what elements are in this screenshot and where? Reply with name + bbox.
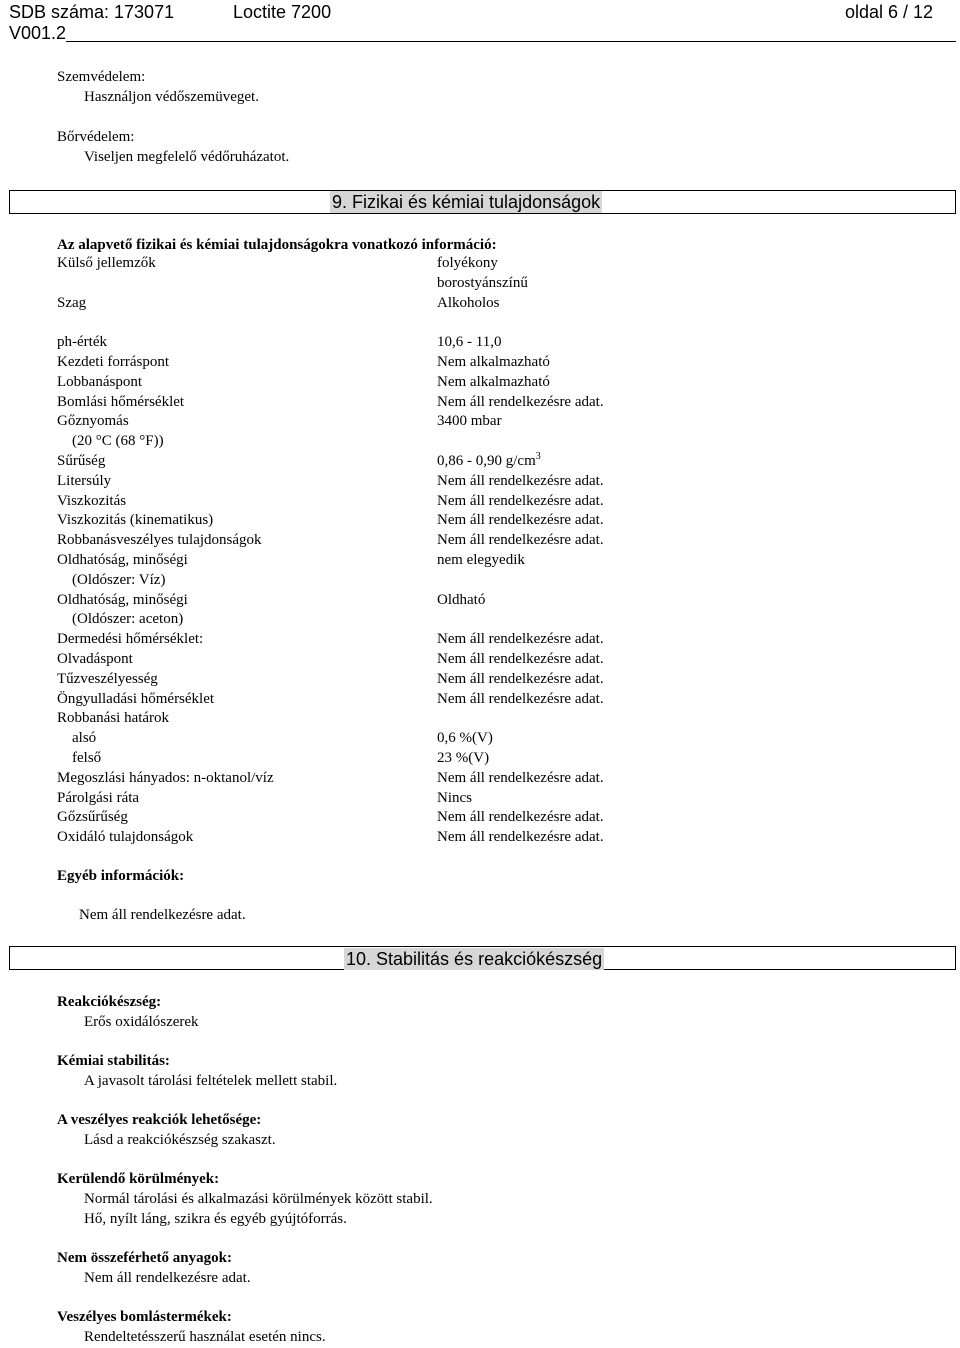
property-label: felső bbox=[57, 750, 102, 766]
property-label: Szag bbox=[57, 294, 87, 311]
property-value bbox=[437, 472, 604, 492]
section-10-label: Reakciókészség: bbox=[57, 994, 162, 1010]
property-value bbox=[437, 373, 550, 393]
property-value-text: Nem alkalmazható bbox=[437, 373, 550, 390]
property-value bbox=[437, 670, 604, 690]
page-number: oldal 6 / 12 bbox=[845, 2, 934, 22]
section-9-title: 9. Fizikai és kémiai tulajdonságok bbox=[332, 192, 601, 212]
property-value-text: 3400 mbar bbox=[437, 413, 502, 430]
property-value-text: folyékony bbox=[437, 255, 498, 271]
property-value bbox=[437, 769, 604, 789]
property-value-text: 23 %(V) bbox=[437, 750, 490, 766]
property-label: (20 °C (68 °F)) bbox=[57, 433, 164, 450]
section-10-text: Hő, nyílt láng, szikra és egyéb gyújtóforrás. bbox=[84, 1210, 347, 1227]
skin-protection-label: Bőrvédelem: bbox=[57, 129, 135, 145]
property-value bbox=[437, 630, 604, 650]
property-label: Kezdeti forráspont bbox=[57, 354, 170, 370]
property-label: Viszkozitás (kinematikus) bbox=[57, 512, 214, 529]
section-10-label: Veszélyes bomlástermékek: bbox=[57, 1309, 232, 1325]
property-value-text: 0,6 %(V) bbox=[437, 730, 493, 747]
section-10-text: Rendeltetésszerű használat esetén nincs. bbox=[84, 1328, 326, 1345]
property-value bbox=[437, 789, 472, 809]
property-value-text: Oldható bbox=[437, 591, 486, 608]
other-info-text: Nem áll rendelkezésre adat. bbox=[79, 907, 246, 923]
property-label: Litersúly bbox=[57, 472, 112, 489]
property-label: Sűrűség bbox=[57, 453, 106, 469]
property-label: (Oldószer: aceton) bbox=[57, 611, 184, 628]
section-10-banner bbox=[9, 946, 956, 970]
property-value bbox=[437, 828, 604, 848]
section-10-text: Lásd a reakciókészség szakaszt. bbox=[84, 1131, 276, 1148]
property-label: Dermedési hőmérséklet: bbox=[57, 631, 204, 648]
property-label: Párolgási ráta bbox=[57, 789, 140, 806]
property-value-text: Nem alkalmazható bbox=[437, 354, 550, 370]
property-value-superscript: 3 bbox=[535, 451, 541, 462]
property-label: Robbanásveszélyes tulajdonságok bbox=[57, 532, 262, 549]
property-label: Robbanási határok bbox=[57, 710, 170, 727]
version: V001.2 bbox=[9, 23, 67, 43]
property-value bbox=[437, 749, 489, 769]
property-value bbox=[437, 254, 498, 274]
other-info-label: Egyéb információk: bbox=[57, 868, 185, 884]
property-label: Külső jellemzők bbox=[57, 255, 156, 271]
property-value-text: Nem áll rendelkezésre adat. bbox=[437, 393, 604, 410]
product-name: Loctite 7200 bbox=[233, 2, 332, 22]
property-value-text: nem elegyedik bbox=[437, 552, 525, 568]
property-label: Öngyulladási hőmérséklet bbox=[57, 690, 215, 707]
property-label: (Oldószer: Víz) bbox=[57, 571, 166, 588]
eye-protection-text: Használjon védőszemüveget. bbox=[84, 89, 259, 105]
section-10-text: A javasolt tárolási feltételek mellett stabil. bbox=[84, 1072, 338, 1089]
property-value-text: Nem áll rendelkezésre adat. bbox=[437, 690, 604, 707]
property-value-text: Nem áll rendelkezésre adat. bbox=[437, 512, 604, 529]
property-value bbox=[437, 808, 604, 828]
property-label: Oxidáló tulajdonságok bbox=[57, 829, 194, 846]
property-label: alsó bbox=[57, 730, 97, 747]
section-10-text: Erős oxidálószerek bbox=[84, 1013, 199, 1030]
property-value bbox=[437, 294, 500, 314]
property-value bbox=[437, 650, 604, 670]
sds-number: SDB száma: 173071 bbox=[9, 2, 175, 22]
property-value bbox=[437, 551, 525, 571]
property-label: Oldhatóság, minőségi bbox=[57, 591, 188, 608]
property-value-text: Nincs bbox=[437, 789, 472, 806]
skin-protection-text: Viseljen megfelelő védőruházatot. bbox=[84, 149, 290, 165]
property-value bbox=[437, 333, 501, 353]
section-10-label: Nem összeférhető anyagok: bbox=[57, 1250, 232, 1266]
property-value-text: Nem áll rendelkezésre adat. bbox=[437, 472, 604, 489]
property-value-text: 10,6 - 11,0 bbox=[437, 334, 502, 351]
property-value bbox=[437, 591, 485, 611]
property-label: ph-érték bbox=[57, 334, 107, 351]
property-value bbox=[437, 452, 541, 472]
section-10-label: Kerülendő körülmények: bbox=[57, 1171, 220, 1187]
property-value bbox=[437, 729, 493, 749]
section-10-text: Normál tárolási és alkalmazási körülmények között stabil. bbox=[84, 1190, 433, 1207]
section-10-label: Kémiai stabilitás: bbox=[57, 1053, 170, 1069]
section-10-title: 10. Stabilitás és reakciókészség bbox=[346, 949, 603, 969]
property-value-text: Nem áll rendelkezésre adat. bbox=[437, 492, 604, 509]
property-value-text: borostyánszínű bbox=[437, 274, 528, 291]
property-value-text: Nem áll rendelkezésre adat. bbox=[437, 631, 604, 648]
property-value bbox=[437, 393, 604, 413]
property-value bbox=[437, 412, 502, 432]
property-label: Oldhatóság, minőségi bbox=[57, 552, 188, 568]
property-label: Megoszlási hányados: n-oktanol/víz bbox=[57, 769, 274, 786]
property-value bbox=[437, 531, 604, 551]
property-value bbox=[437, 274, 528, 294]
eye-protection-label: Szemvédelem: bbox=[57, 69, 146, 85]
property-value bbox=[437, 690, 604, 710]
header-rule bbox=[66, 41, 956, 42]
property-label: Tűzveszélyesség bbox=[57, 670, 158, 687]
property-label: Gőznyomás bbox=[57, 413, 129, 430]
property-value-text: Nem áll rendelkezésre adat. bbox=[437, 670, 604, 687]
property-value-text: Nem áll rendelkezésre adat. bbox=[437, 809, 604, 826]
property-value-text: Alkoholos bbox=[437, 294, 500, 311]
property-value bbox=[437, 492, 604, 512]
section-9-banner bbox=[9, 190, 956, 214]
property-value-text: Nem áll rendelkezésre adat. bbox=[437, 829, 604, 846]
section-9-intro: Az alapvető fizikai és kémiai tulajdonságokra vonatkozó információ: bbox=[57, 237, 497, 253]
property-value-text: Nem áll rendelkezésre adat. bbox=[437, 651, 604, 667]
property-label: Lobbanáspont bbox=[57, 373, 142, 390]
property-value-text: Nem áll rendelkezésre adat. bbox=[437, 532, 604, 549]
section-10-label: A veszélyes reakciók lehetősége: bbox=[57, 1112, 262, 1128]
property-value bbox=[437, 511, 604, 531]
property-label: Viszkozitás bbox=[57, 492, 127, 509]
property-label: Olvadáspont bbox=[57, 651, 133, 667]
property-value bbox=[437, 353, 550, 373]
property-value-text: 0,86 - 0,90 g/cm bbox=[437, 453, 536, 469]
property-value-text: Nem áll rendelkezésre adat. bbox=[437, 769, 604, 786]
section-10-text: Nem áll rendelkezésre adat. bbox=[84, 1269, 251, 1286]
property-label: Gőzsűrűség bbox=[57, 809, 128, 826]
property-label: Bomlási hőmérséklet bbox=[57, 393, 185, 410]
